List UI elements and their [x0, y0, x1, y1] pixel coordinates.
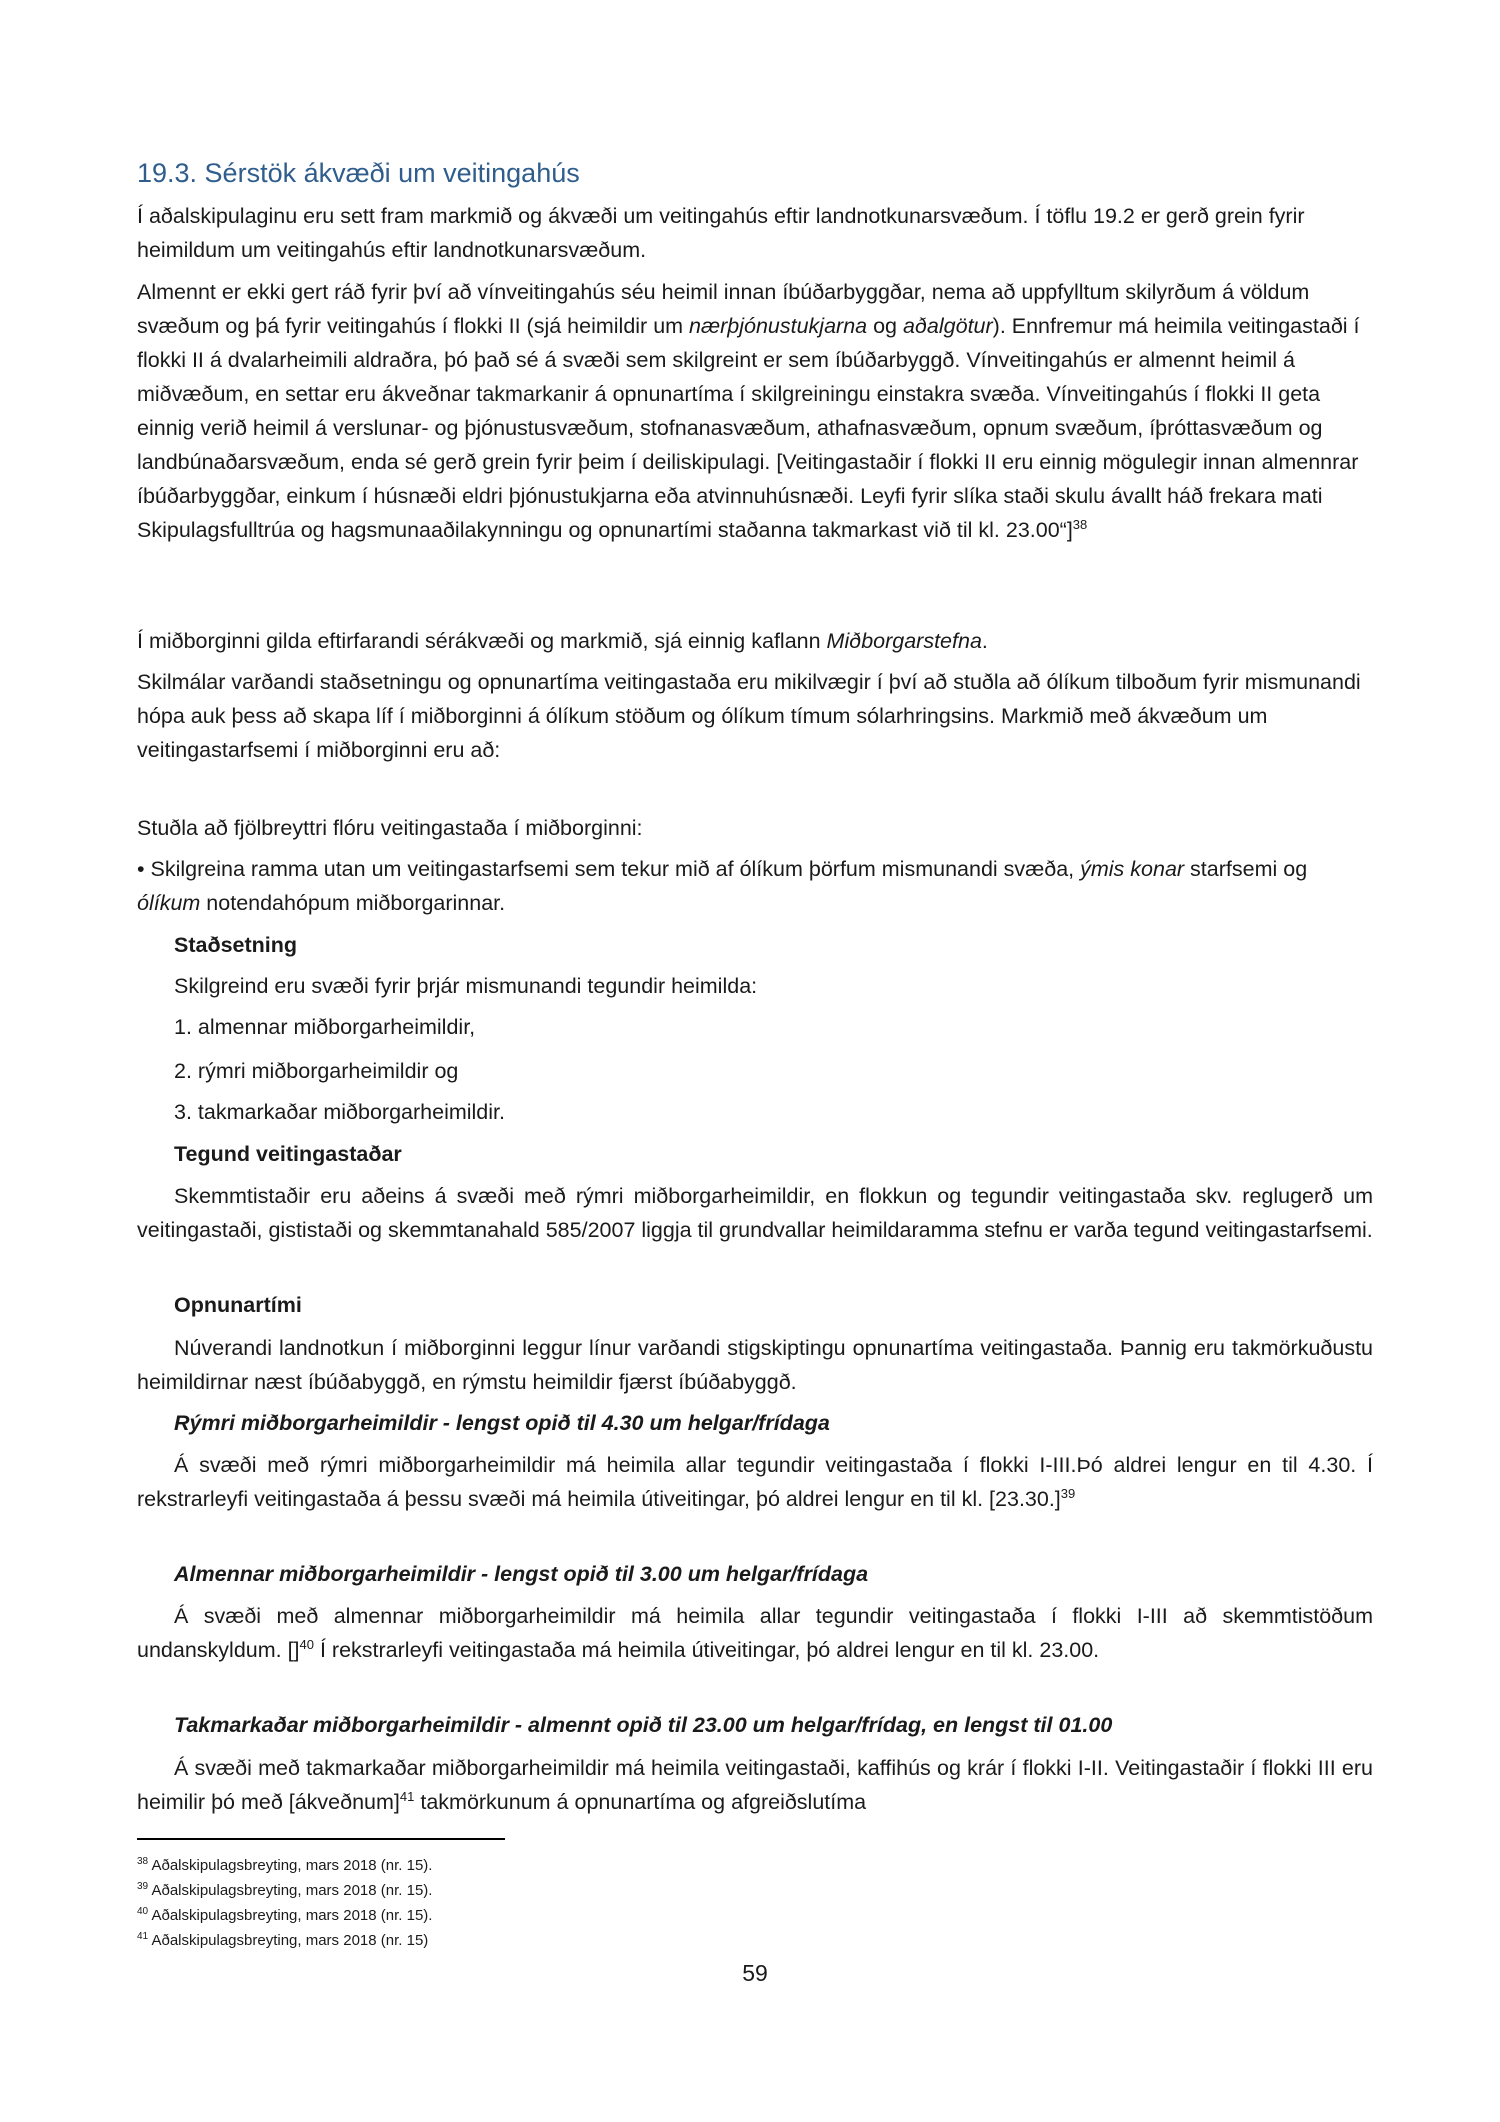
bullet-item — [137, 852, 1373, 920]
footnote-text: Aðalskipulagsbreyting, mars 2018 (nr. 15). — [151, 1857, 433, 1874]
text: starfsemi og — [1184, 857, 1308, 881]
page-number: 59 — [742, 1960, 768, 1986]
italic-term: ólíkum — [137, 891, 201, 915]
italic-term: Miðborgarstefna — [826, 629, 982, 653]
city-centre-paragraph — [137, 624, 1373, 658]
subheading-tegund: Tegund veitingastaðar — [174, 1142, 402, 1166]
subheading-almennar: Almennar miðborgarheimildir - lengst opið til 3.00 um helgar/frídaga — [174, 1562, 869, 1586]
text: Á svæði með rýmri miðborgarheimildir má heimila allar tegundir veitingastaða í flokki I-III.Þó aldrei lengur en til 4.30. Í rekstrarleyfi veitingastaða á þessu svæði má heimila útiveitingar, þó aldrei lengur en til kl. [23.30.] — [137, 1453, 1373, 1511]
footnote — [137, 1931, 428, 1951]
text: Á svæði með almennar miðborgarheimildir má heimila allar tegundir veitingastaða í flokki I-III að skemmtistöðum undanskyldum. [] — [137, 1604, 1373, 1662]
footnote-number: 41 — [137, 1931, 149, 1942]
stadsetning-intro: Skilgreind eru svæði fyrir þrjár mismunandi tegundir heimilda: — [174, 974, 758, 998]
footnote — [137, 1881, 432, 1901]
text: notendahópum miðborgarinnar. — [200, 891, 506, 915]
footnote — [137, 1906, 432, 1926]
footnote-ref[interactable]: 40 — [299, 1636, 314, 1652]
terms-paragraph: Skilmálar varðandi staðsetningu og opnunartíma veitingastaða eru mikilvægir í því að stuðla að ólíkum tilboðum fyrir mismunandi hópa auk þess að skapa líf í miðborginni á ólíkum stöðum og ólíkum tímum sólarhringsins. Markmið með ákvæðum um veitingastarfsemi í miðborginni eru að: — [137, 670, 1361, 762]
goal-line: Stuðla að fjölbreyttri flóru veitingastaða í miðborginni: — [137, 816, 643, 840]
footnote-number: 40 — [137, 1906, 149, 1917]
footnote — [137, 1856, 432, 1876]
footnote-ref[interactable]: 39 — [1060, 1485, 1076, 1501]
takmarkadar-paragraph — [137, 1751, 1373, 1819]
text: Í rekstrarleyfi veitingastaða má heimila útiveitingar, þó aldrei lengur en til kl. 23.00. — [314, 1638, 1100, 1662]
footnote-separator — [137, 1838, 505, 1840]
section-heading: 19.3. Sérstök ákvæði um veitingahús — [137, 158, 580, 188]
opnunartimi-paragraph: Núverandi landnotkun í miðborginni leggur línur varðandi stigskiptingu opnunartíma veitingastaða. Þannig eru takmörkuðustu heimildirnar næst íbúðabyggð, en rýmstu heimildir fjærst íbúðabyggð. — [137, 1336, 1373, 1394]
text: • Skilgreina ramma utan um veitingastarfsemi sem tekur mið af ólíkum þörfum mismunandi svæða, — [137, 857, 1081, 881]
italic-term: ýmis konar — [1080, 857, 1185, 881]
italic-term: nærþjónustukjarna — [689, 314, 868, 338]
footnote-number: 38 — [137, 1856, 149, 1867]
rymri-paragraph — [137, 1448, 1373, 1516]
text: ). Ennfremur má heimila veitingastaði í flokki II á dvalarheimili aldraðra, þó það sé á svæði sem skilgreint er sem íbúðarbyggð. Vínveitingahús er almennt heimil á miðvæðum, en settar eru ákveðnar takmarkanir á opnunartíma í skilgreiningu einstakra svæða. Vínveitingahús í flokki II geta einnig verið heimil á verslunar- og þjónustusvæðum, stofnanasvæðum, athafnasvæðum, opnum svæðum, íþróttasvæðum og landbúnaðarsvæðum, enda sé gerð grein fyrir þeim í deiliskipulagi. [Veitingastaðir í flokki II eru einnig mögulegir innan almennrar íbúðarbyggðar, einkum í húsnæði eldri þjónustukjarna eða atvinnuhúsnæði. Leyfi fyrir slíka staði skulu ávallt háð frekara mati Skipulagsfulltrúa og hagsmunaaðilakynningu og opnunartími staðanna takmarkast við til kl. 23.00“] — [137, 314, 1360, 542]
footnote-text: Aðalskipulagsbreyting, mars 2018 (nr. 15). — [151, 1882, 433, 1899]
list-item: 1. almennar miðborgarheimildir, — [174, 1015, 476, 1039]
text: Almennt er ekki gert ráð fyrir því að vínveitingahús séu heimil innan íbúðarbyggðar, nema að uppfylltum skilyrðum á völdum svæðum og þá fyrir veitingahús í flokki II (sjá heimildir um — [137, 280, 1310, 338]
subheading-opnunartimi: Opnunartími — [174, 1293, 302, 1317]
list-item: 3. takmarkaðar miðborgarheimildir. — [174, 1100, 505, 1124]
subheading-rymri: Rýmri miðborgarheimildir - lengst opið til 4.30 um helgar/frídaga — [174, 1411, 830, 1435]
intro-paragraph: Í aðalskipulaginu eru sett fram markmið og ákvæði um veitingahús eftir landnotkunarsvæðum. Í töflu 19.2 er gerð grein fyrir heimildum um veitingahús eftir landnotkunarsvæðum. — [137, 204, 1305, 262]
footnote-ref[interactable]: 41 — [399, 1788, 415, 1804]
subheading-stadsetning: Staðsetning — [174, 933, 298, 957]
almennar-paragraph — [137, 1599, 1373, 1667]
tegund-paragraph: Skemmtistaðir eru aðeins á svæði með rýmri miðborgarheimildir, en flokkun og tegundir veitingastaða skv. reglugerð um veitingastaði, gististaði og skemmtanahald 585/2007 liggja til grundvallar heimildaramma stefnu er varða tegund veitingastarfsemi. — [137, 1184, 1373, 1242]
text: Á svæði með takmarkaðar miðborgarheimildir má heimila veitingastaði, kaffihús og krár í flokki I-II. Veitingastaðir í flokki III eru heimilir þó með [ákveðnum] — [137, 1756, 1373, 1814]
italic-term: aðalgötur — [903, 314, 993, 338]
footnote-ref[interactable]: 38 — [1072, 516, 1088, 532]
subheading-takmarkadar: Takmarkaðar miðborgarheimildir - almennt opið til 23.00 um helgar/frídag, en lengst til 01.00 — [174, 1713, 1113, 1737]
text: og — [867, 314, 903, 338]
footnote-text: Aðalskipulagsbreyting, mars 2018 (nr. 15). — [151, 1907, 433, 1924]
footnote-number: 39 — [137, 1881, 149, 1892]
text: Í miðborginni gilda eftirfarandi sérákvæði og markmið, sjá einnig kaflann — [137, 629, 827, 653]
text: takmörkunum á opnunartíma og afgreiðslutíma — [414, 1790, 867, 1814]
footnote-text: Aðalskipulagsbreyting, mars 2018 (nr. 15) — [151, 1932, 429, 1949]
list-item: 2. rýmri miðborgarheimildir og — [174, 1059, 459, 1083]
text: . — [981, 629, 988, 653]
wine-restaurant-paragraph — [137, 275, 1373, 547]
